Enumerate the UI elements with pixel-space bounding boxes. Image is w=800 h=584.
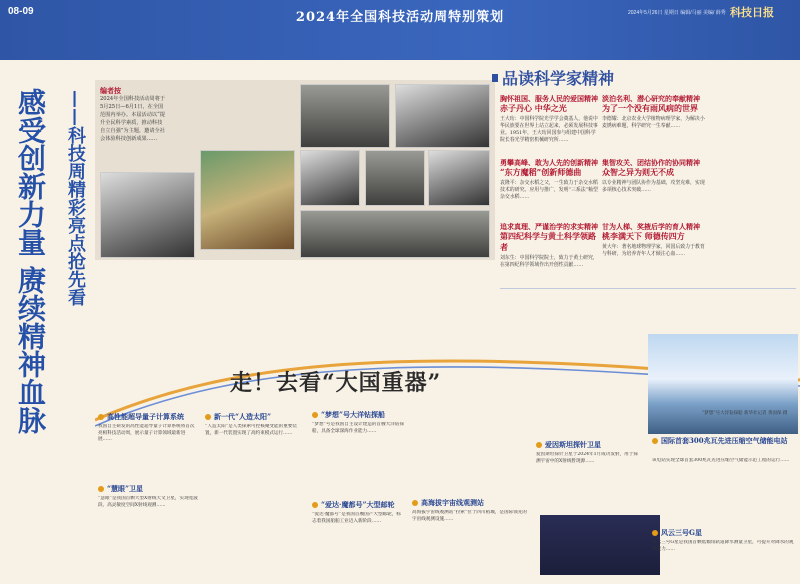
item-title: 新一代“人造太阳” (205, 412, 271, 421)
main-headline: 感受创新力量 赓续精神血脉 (14, 88, 47, 434)
location-pin-icon (98, 414, 104, 420)
article (602, 158, 706, 220)
article-subtitle: 赤子丹心 中华之光 (500, 103, 567, 113)
scientist-photo (428, 150, 490, 206)
article-subtitle: 第四纪科学与黄土科学领路者 (500, 231, 596, 252)
section-title (500, 66, 800, 88)
title-marker (492, 74, 498, 82)
article-tag: 追求真理、严谨治学的求实精神 (500, 222, 598, 231)
brand-logo: 科技日报 (730, 6, 774, 19)
sub-headline: ——科技周精彩亮点抢先看 (65, 90, 86, 306)
location-pin-icon (98, 486, 104, 492)
article-tag: 集智攻关、团结协作的协同精神 (602, 158, 700, 167)
feature-title: 走！去看“大国重器” (230, 370, 442, 396)
location-pin-icon (536, 442, 542, 448)
item-title: 高海拔宇宙线观测站 (412, 498, 484, 507)
header-bar (0, 0, 800, 60)
photo-caption: “梦想”号大洋钻探船 新华社记者 黄国保 摄 (702, 411, 788, 416)
satellite-photo (540, 515, 660, 575)
article-text: 黄大年：著名地球物理学家，回国后致力于教育与科研，为培养青年人才倾注心血…… (602, 244, 705, 257)
article (500, 222, 600, 284)
scientist-photo (300, 84, 390, 148)
item-title: “爱达·魔都号”大型邮轮 (312, 500, 395, 509)
item-title: 国际首套300兆瓦先进压缩空气储能电站 (652, 436, 798, 445)
editor-note-label: 编者按 (100, 86, 121, 95)
item-text: “爱达·魔都号”是我国首艘国产大型邮轮，标志着我国船舶工业迈入新阶段…… (312, 512, 401, 524)
location-pin-icon (205, 414, 211, 420)
article-tag: 淡泊名利、潜心研究的奉献精神 (602, 94, 700, 103)
scientist-photo (300, 150, 360, 206)
editor-note-text: 2024年全国科技活动周将于5月25日—6月1日，在全国范围内举办。本届活动以“提升全民科学素质，推动科技自立自强”为主题，邀请全社会体验科技创新成果…… (100, 96, 166, 142)
location-pin-icon (312, 412, 318, 418)
item-title: 风云三号G星 (652, 528, 702, 537)
editor-note (100, 86, 166, 166)
article (500, 158, 600, 220)
divider (500, 288, 796, 289)
scientist-photo (300, 210, 490, 258)
item-text: 高海拔宇宙线观测站“拉索”位于四川稻城，是国际领先的宇宙线观测设施…… (412, 510, 527, 522)
article-text: 王大珩：中国科学院光学学会奠基人，他说中华民族要在世界上站立起来，必须发展科技事业。1951年，王大珩回国参与组建中国科学院长春光学精密机械研究所…… (500, 116, 598, 143)
location-pin-icon (652, 530, 658, 536)
article-text: 刘东生：中国科学院院士，致力于黄土研究，在第四纪科学领域作出开创性贡献…… (500, 255, 598, 268)
scientist-photo (365, 150, 425, 206)
article-subtitle: 为了一个没有雨风病的世界 (602, 103, 698, 113)
item-text: “人造太阳”是人类探索可控核聚变能的重要装置，新一代装置实现了高约束模式运行…… (205, 424, 297, 436)
item-title: “慧眼”卫星 (98, 484, 143, 493)
item-title: 高性能超导量子计算系统 (98, 412, 184, 421)
article-text: 以专业精神与团队协作为基础，攻坚克难，实现多项核心技术突破…… (602, 180, 705, 193)
article-subtitle: 众智之异为则无不成 (602, 167, 674, 177)
section-title-text: 品读科学家精神 (502, 69, 615, 88)
ship-photo (648, 334, 798, 434)
article-text: 李德耀：北京农业大学植物病理学家，为解决小麦锈病难题，科学研究一生奉献…… (602, 116, 705, 129)
item-text: 风云三号G星是我国首颗低倾角轨道降水测量卫星，可提升对降水的观测能力…… (652, 540, 794, 552)
scientist-photo (395, 84, 490, 148)
article-tag: 胸怀祖国、服务人民的爱国精神 (500, 94, 598, 103)
article (500, 94, 600, 156)
article-subtitle: 桃李满天下 师德传四方 (602, 231, 685, 241)
item-title: “梦想”号大洋钻探船 (312, 410, 385, 419)
page-title: 2024年全国科技活动周特别策划 (295, 10, 505, 25)
location-pin-icon (652, 438, 658, 444)
page-number: 08-09 (8, 6, 34, 17)
article-tag: 勇攀高峰、敢为人先的创新精神 (500, 158, 598, 167)
article-subtitle: “东方魔稻”创新师德曲 (500, 167, 582, 177)
scientist-photo (100, 172, 195, 258)
item-text: “梦想”号是我国自主设计建造的首艘大洋钻探船，具备全球深海作业能力…… (312, 422, 404, 434)
item-title: 爱因斯坦探针卫星 (536, 440, 601, 449)
item-text: 爱因斯坦探针卫星于2024年1月成功发射，用于探测宇宙中的X射线暂现源…… (536, 452, 638, 464)
item-text: 我国自主研发的高性能超导量子计算系统将首次亮相科技活动周，展示量子计算领域最新进展…… (98, 424, 195, 443)
article-text: 袁隆平：杂交水稻之父，一生致力于杂交水稻技术的研究、应用与推广，发明“三系法”籼型杂交水稻…… (500, 180, 598, 200)
article-tag: 甘为人梯、奖掖后学的育人精神 (602, 222, 700, 231)
article (602, 94, 706, 156)
scientist-photo (200, 150, 295, 250)
date-line: 2024年5月26日 星期日 编辑/马丽 美编/ 薛秀 (628, 10, 726, 16)
item-text: “慧眼”是我国首颗大型X射线天文卫星，实现宽波段、高灵敏度空间X射线观测…… (98, 496, 198, 508)
location-pin-icon (312, 502, 318, 508)
article (602, 222, 706, 284)
headline (4, 88, 90, 556)
item-text: 该电站实现全球首套300兆瓦先进压缩空气储能示范工程的运行…… (652, 458, 790, 463)
location-pin-icon (412, 500, 418, 506)
